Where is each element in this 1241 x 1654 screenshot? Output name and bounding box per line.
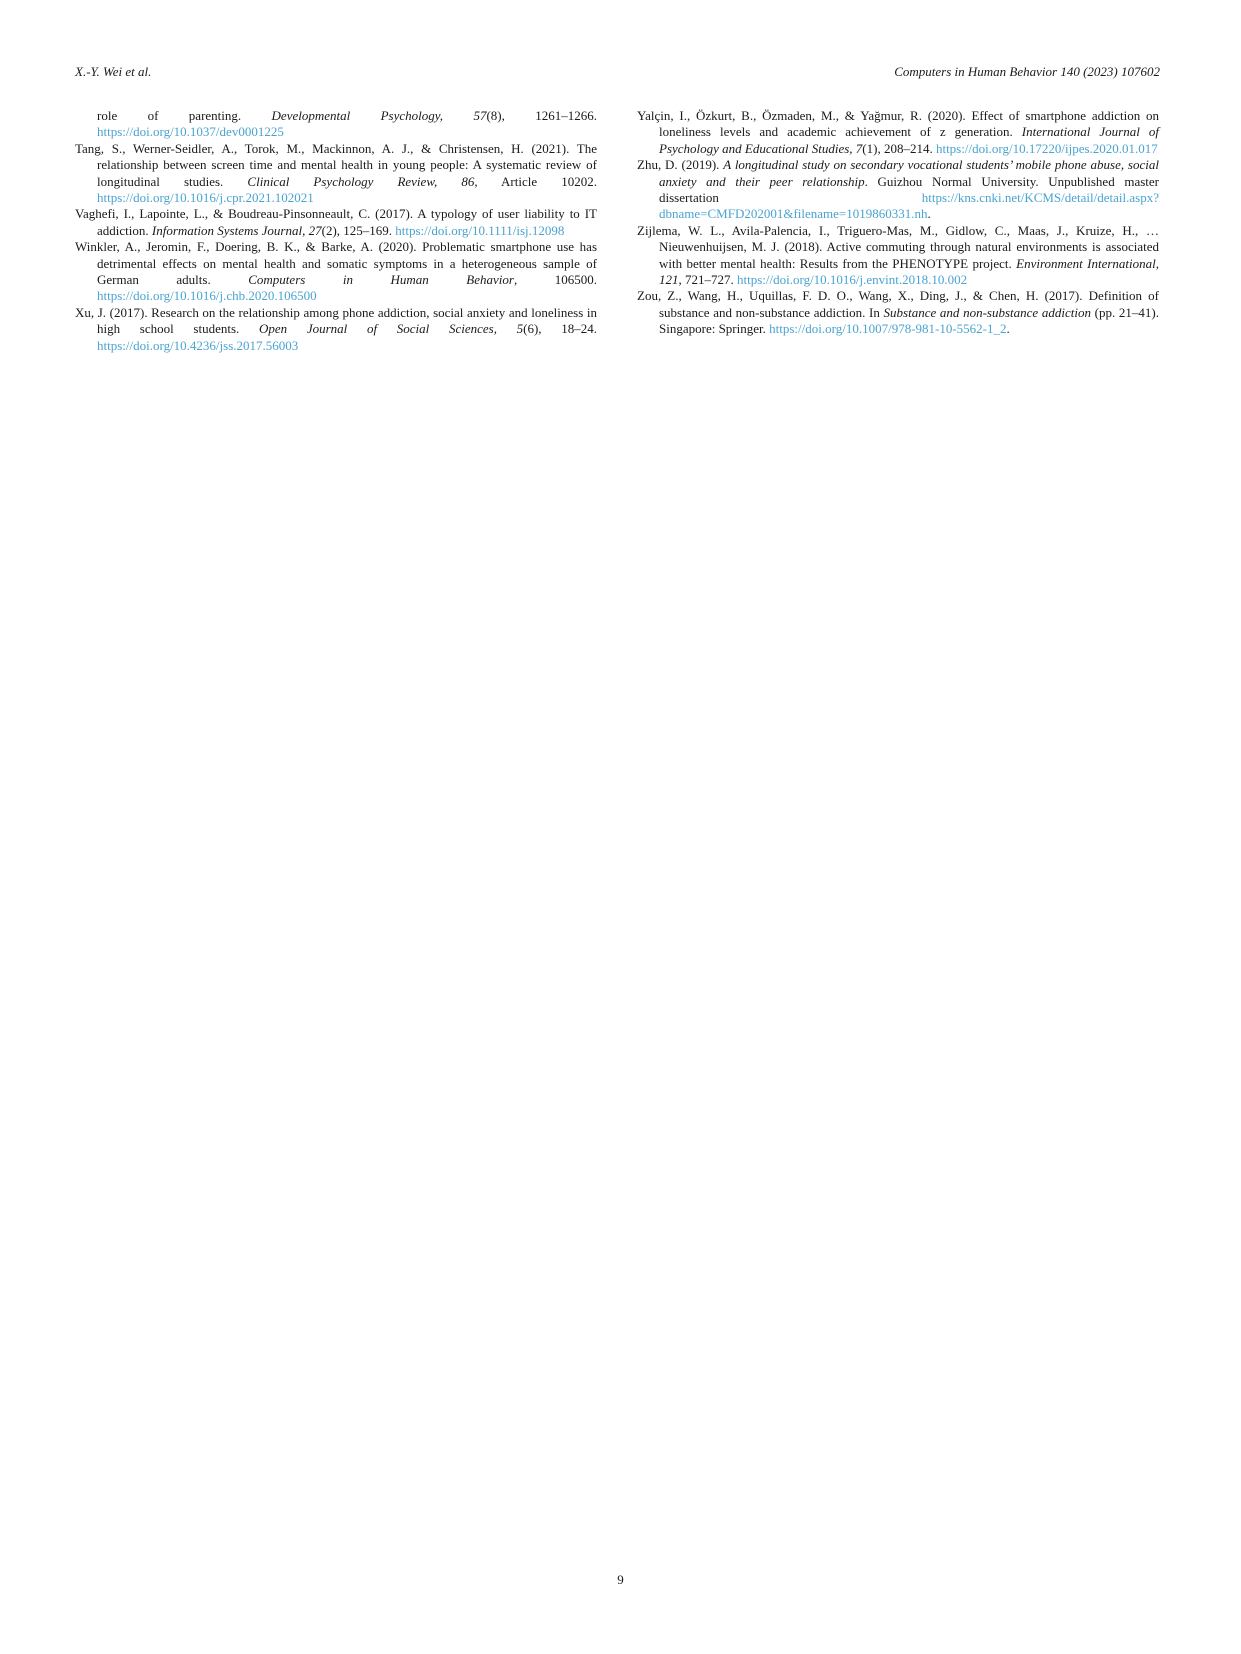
reference-text: . — [927, 206, 931, 222]
reference-doi-link[interactable]: https://doi.org/10.1016/j.cpr.2021.102021 — [97, 190, 314, 206]
reference-text: Tang, S., Werner-Seidler, A., Torok, M., Mackinnon, A. J., & Christensen, H. (2021). The relationship between screen time and mental health in young people: A systematic review of longitudinal studies. — [75, 140, 597, 189]
reference-entry — [637, 288, 1159, 337]
reference-text: , Article 10202. — [474, 173, 597, 189]
reference-text: Winkler, A., Jeromin, F., Doering, B. K., & Barke, A. (2020). Problematic smartphone use has detrimental effects on mental health and somatic symptoms in a heterogeneous sample of German adults. — [75, 239, 597, 288]
running-head-authors: X.-Y. Wei et al. — [75, 64, 152, 79]
reference-text: , 721–727. — [678, 272, 737, 288]
references-column-right — [637, 108, 1159, 354]
reference-doi-link[interactable]: https://doi.org/10.1016/j.chb.2020.106500 — [97, 288, 317, 304]
reference-text: Open Journal of Social Sciences, 5 — [258, 321, 524, 337]
reference-text: role of parenting. — [97, 108, 272, 123]
page-number: 9 — [617, 1572, 624, 1587]
reference-text: Substance and non-substance addiction — [883, 304, 1091, 320]
reference-text: Environment International, 121 — [659, 255, 1159, 288]
reference-text: . — [1006, 321, 1010, 337]
reference-doi-link[interactable]: https://doi.org/10.1037/dev0001225 — [97, 124, 284, 140]
reference-text: Xu, J. (2017). Research on the relationship among phone addiction, social anxiety and loneliness in high school students. — [75, 304, 597, 337]
running-head-journal: Computers in Human Behavior 140 (2023) 107602 — [894, 64, 1160, 79]
reference-text: Computers in Human Behavior — [248, 272, 514, 288]
reference-doi-link[interactable]: https://doi.org/10.1016/j.envint.2018.10.002 — [737, 272, 968, 288]
reference-text: Zhu, D. (2019). — [637, 157, 724, 173]
references-section — [75, 108, 1160, 354]
reference-entry — [75, 108, 597, 141]
reference-text: (1), 208–214. — [862, 140, 936, 156]
reference-doi-link[interactable]: https://doi.org/10.1111/isj.12098 — [395, 222, 565, 238]
reference-text: Yalçin, I., Özkurt, B., Özmaden, M., & Yağmur, R. (2020). Effect of smartphone addiction on loneliness levels and academic achievement of z generation. — [637, 108, 1159, 140]
reference-text: Information Systems Journal, 27 — [151, 222, 322, 238]
reference-doi-link[interactable]: https://kns.cnki.net/KCMS/detail/detail.aspx?dbname=CMFD202001&filename=1019860331.nh — [659, 190, 1159, 222]
reference-entry — [75, 206, 597, 239]
running-head — [75, 64, 1160, 80]
reference-entry — [75, 239, 597, 305]
reference-entry — [75, 305, 597, 354]
reference-entry — [637, 223, 1159, 289]
reference-text: Clinical Psychology Review, 86 — [247, 173, 475, 189]
reference-text: Zijlema, W. L., Avila-Palencia, I., Triguero-Mas, M., Gidlow, C., Maas, J., Kruize, H., … Nieuwenhuijsen, M. J. (2018). Active commuting through natural environments is associated with better mental health: Results from the PHENOTYPE project. — [637, 222, 1159, 271]
reference-text: (2), 125–169. — [321, 222, 396, 238]
reference-entry — [637, 157, 1159, 223]
reference-text: Developmental Psychology, 57 — [271, 108, 487, 123]
reference-text: Zou, Z., Wang, H., Uquillas, F. D. O., Wang, X., Ding, J., & Chen, H. (2017). Definition of substance and non-substance addiction. In — [637, 288, 1159, 320]
reference-text: , 106500. — [513, 272, 598, 288]
reference-doi-link[interactable]: https://doi.org/10.1007/978-981-10-5562-1_2 — [769, 321, 1007, 337]
reference-doi-link[interactable]: https://doi.org/10.17220/ijpes.2020.01.017 — [935, 140, 1158, 156]
references-column-left — [75, 108, 597, 354]
reference-text: (pp. 21–41). Singapore: Springer. — [659, 304, 1159, 337]
reference-entry — [637, 108, 1159, 157]
reference-text: (8), 1261–1266. — [486, 108, 597, 123]
reference-text: Vaghefi, I., Lapointe, L., & Boudreau-Pinsonneault, C. (2017). A typology of user liability to IT addiction. — [75, 206, 597, 238]
reference-text: . Guizhou Normal University. Unpublished master dissertation — [659, 173, 1159, 206]
reference-text: International Journal of Psychology and Educational Studies, 7 — [659, 124, 1159, 156]
reference-text: (6), 18–24. — [523, 321, 597, 337]
reference-text: A longitudinal study on secondary vocational students’ mobile phone abuse, social anxiety and their peer relationship — [659, 157, 1159, 189]
reference-entry — [75, 141, 597, 207]
reference-doi-link[interactable]: https://doi.org/10.4236/jss.2017.56003 — [97, 337, 299, 353]
